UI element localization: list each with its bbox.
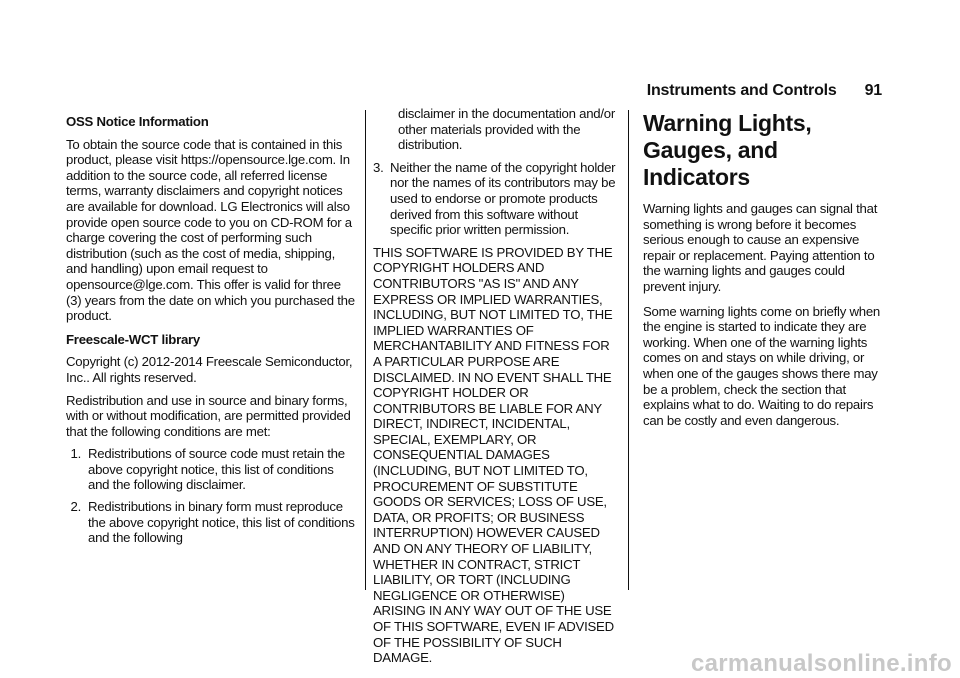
- column-middle: [373, 106, 618, 673]
- column-divider: [628, 110, 629, 590]
- list-item-number: 1.: [70, 446, 81, 462]
- section-title: Instruments and Controls: [646, 82, 837, 99]
- page-header: [620, 82, 882, 100]
- conditions-list: [66, 446, 358, 546]
- list-item-number: 2.: [70, 499, 81, 515]
- list-item: [66, 499, 358, 546]
- list-item-number: 3.: [373, 159, 384, 175]
- section-heading: Warning Lights, Gauges, and Indicators: [643, 110, 812, 190]
- column-right: [643, 106, 883, 437]
- warning-paragraph: Some warning lights come on briefly when the engine is started to indicate they are working. When one of the warning lights comes on and stays on while driving, or when one of the gauges shows there may be a problem, check the section that explains what to do. Waiting to do repairs can be costly and even dangerous.: [643, 303, 881, 428]
- list-continuation: disclaimer in the documentation and/or other materials provided with the distribution.: [398, 106, 616, 153]
- disclaimer-paragraph: THIS SOFTWARE IS PROVIDED BY THE COPYRIGHT HOLDERS AND CONTRIBUTORS "AS IS" AND ANY EXPRESS OR IMPLIED WARRANTIES, INCLUDING, BUT NOT LIMITED TO, THE IMPLIED WARRANTIES OF MERCHANTABILITY AND FITNESS FOR A PARTICULAR PURPOSE ARE DISCLAIMED. IN NO EVENT SHALL THE COPYRIGHT HOLDER OR CONTRIBUTORS BE LIABLE FOR ANY DIRECT, INDIRECT, INCIDENTAL, SPECIAL, EXEMPLARY, OR CONSEQUENTIAL DAMAGES (INCLUDING, BUT NOT LIMITED TO, PROCUREMENT OF SUBSTITUTE GOODS OR SERVICES; LOSS OF USE, DATA, OR PROFITS; OR BUSINESS INTERRUPTION) HOWEVER CAUSED AND ON ANY THEORY OF LIABILITY, WHETHER IN CONTRACT, STRICT LIABILITY, OR TORT (INCLUDING NEGLIGENCE OR OTHERWISE) ARISING IN ANY WAY OUT OF THE USE OF THIS SOFTWARE, EVEN IF ADVISED OF THE POSSIBILITY OF SUCH DAMAGE.: [373, 244, 614, 666]
- list-item: [373, 160, 618, 238]
- redistribution-paragraph: Redistribution and use in source and binary forms, with or without modification, are permitted provided that the following conditions are met:: [66, 392, 351, 439]
- watermark: carmanualsonline.info: [690, 650, 952, 677]
- list-item-text: Neither the name of the copyright holder nor the names of its contributors may be used to endorse or promote products derived from this software without specific prior written permission.: [390, 159, 616, 238]
- oss-paragraph: To obtain the source code that is contained in this product, please visit https://opensource.lge.com. In addition to the source code, all referred license terms, warranty disclaimers and copyright notices are available for download. LG Electronics will also provide open source code to you on CD-ROM for a charge covering the cost of performing such distribution (such as the cost of media, shipping, and handling) upon email request to opensource@lge.com. This offer is valid for three (3) years from the date on which you purchased the product.: [66, 136, 355, 324]
- copyright-paragraph: Copyright (c) 2012-2014 Freescale Semiconductor, Inc.. All rights reserved.: [66, 354, 353, 385]
- page-number: 91: [864, 82, 882, 99]
- library-heading: Freescale-WCT library: [66, 331, 201, 347]
- oss-heading: OSS Notice Information: [66, 114, 209, 129]
- list-item-text: Redistributions in binary form must reproduce the above copyright notice, this list of conditions and the following: [88, 499, 355, 546]
- intro-paragraph: Warning lights and gauges can signal that something is wrong before it becomes serious enough to cause an expensive repair or replacement. Paying attention to the warning lights and gauges could prevent injury.: [643, 201, 878, 294]
- conditions-list-continued: [373, 160, 618, 238]
- list-item-text: Redistributions of source code must retain the above copyright notice, this list of conditions and the following disclaimer.: [88, 446, 345, 493]
- list-item: [66, 446, 358, 493]
- column-left: [66, 106, 358, 553]
- column-divider: [365, 110, 366, 590]
